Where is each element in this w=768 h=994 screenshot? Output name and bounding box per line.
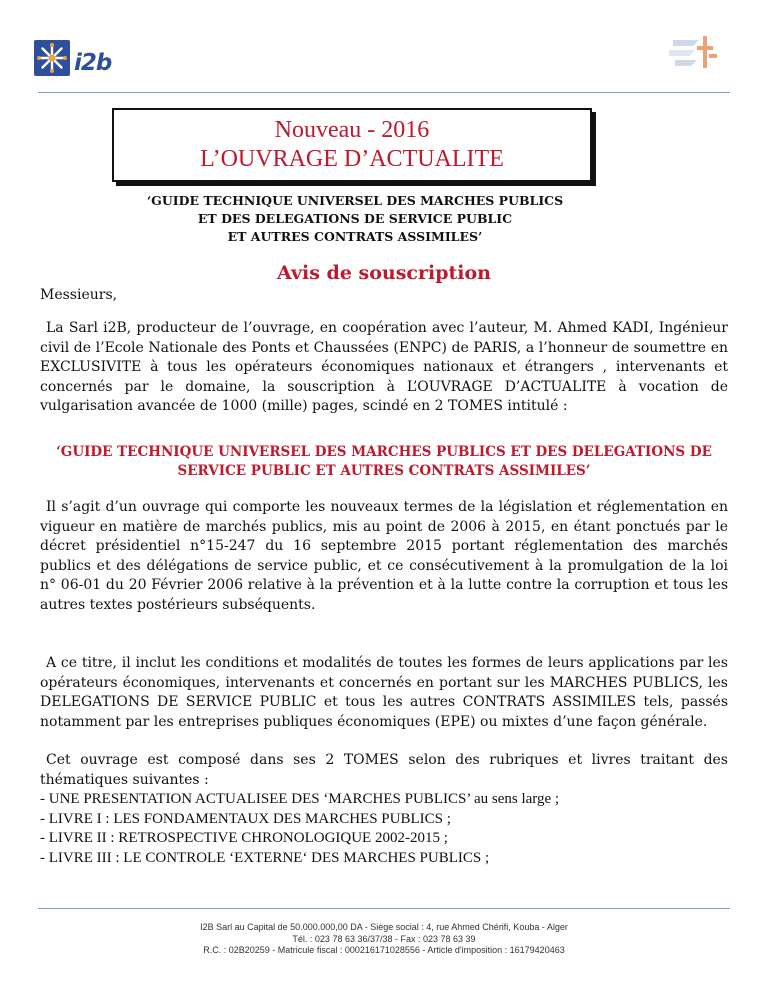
- guide-subtitle: [110, 192, 600, 246]
- paragraph-content: Il s’agit d’un ouvrage qui comporte les nouveaux termes de la législation et réglementation en vigueur en matière de marchés publics, mis au point de 2006 à 2015, en étant ponctués par le décret présidentiel n°15-247 du 16 septembre 2015 portant réglementation des marchés publics et des délégations de service public, et ce consécutivement à la promulgation de la loi n° 06-01 du 20 Février 2006 relative à la prévention et à la lutte contre la corruption et tous les autres textes postérieurs subséquents.: [40, 499, 728, 613]
- list-item: - LIVRE III : LE CONTROLE ‘EXTERNE‘ DES MARCHES PUBLICS ;: [40, 849, 490, 866]
- footer: [0, 922, 768, 957]
- paragraph-composition: Cet ouvrage est composé dans ses 2 TOMES selon des rubriques et livres traitant des thématiques suivantes :: [40, 752, 728, 788]
- list-item: - UNE PRESENTATION ACTUALISEE DES ‘MARCHES PUBLICS’ au sens large ;: [40, 791, 560, 807]
- header-divider: [38, 92, 730, 93]
- title-main: L’OUVRAGE D’ACTUALITE: [200, 146, 504, 172]
- subtitle-line-1: ‘GUIDE TECHNIQUE UNIVERSEL DES MARCHES PUBLICS: [146, 193, 564, 208]
- footer-line-1: I2B Sarl au Capital de 50.000.000,00 DA - Siège social : 4, rue Ahmed Chérifi, Kouba - Alger: [200, 922, 568, 932]
- list-item: - LIVRE I : LES FONDAMENTAUX DES MARCHES PUBLICS ;: [40, 810, 451, 827]
- footer-line-2: Tél. : 023 78 63 36/37/38 - Fax : 023 78 63 39: [292, 933, 476, 944]
- list-item: - LIVRE II : RETROSPECTIVE CHRONOLOGIQUE 2002-2015 ;: [40, 830, 448, 846]
- company-logo: [34, 40, 124, 84]
- title-year: Nouveau - 2016: [274, 117, 430, 143]
- snowflake-logo-icon: [34, 40, 70, 76]
- paragraph-scope: A ce titre, il inclut les conditions et modalités de toutes les formes de leurs applications par les opérateurs économiques, intervenants et concernés en portant sur les MARCHES PUBLICS, les DELEGATIONS DE SERVICE PUBLIC et tous les autres CONTRATS ASSIMILES tels, passés notamment par les entreprises publiques économiques (EPE) ou mixtes d’une façon générale.: [40, 655, 728, 730]
- logo-text: i2b: [74, 50, 112, 76]
- footer-divider: [38, 908, 730, 909]
- title-box: [112, 108, 592, 182]
- subtitle-line-2: ET DES DELEGATIONS DE SERVICE PUBLIC: [197, 211, 513, 226]
- topics-list: [40, 790, 730, 868]
- paragraph-intro: La Sarl i2B, producteur de l’ouvrage, en coopération avec l’auteur, M. Ahmed KADI, Ingénieur civil de l’Ecole Nationale des Ponts et Chaussées (ENPC) de PARIS, a l’honneur de soumettre en EXCLUSIVITE à tous les opérateurs économiques nationaux et étrangers , intervenants et concernés par le domaine, la souscription à L’OUVRAGE D’ACTUALITE à vocation de vulgarisation avancée de 1000 (mille) pages, scindé en 2 TOMES intitulé :: [40, 320, 728, 414]
- footer-line-3: R.C. : 02B20259 - Matricule fiscal : 000216171028556 - Article d'imposition : 16179420463: [203, 945, 565, 955]
- subtitle-line-3: ET AUTRES CONTRATS ASSIMILES’: [227, 229, 483, 244]
- guide-title: ‘GUIDE TECHNIQUE UNIVERSEL DES MARCHES PUBLICS ET DES DELEGATIONS DE SERVICE PUBLIC ET AUTRES CONTRATS ASSIMILES’: [56, 444, 712, 479]
- publisher-mark-icon: [667, 32, 721, 76]
- greeting: Messieurs,: [40, 287, 118, 303]
- avis-heading: Avis de souscription: [277, 262, 491, 284]
